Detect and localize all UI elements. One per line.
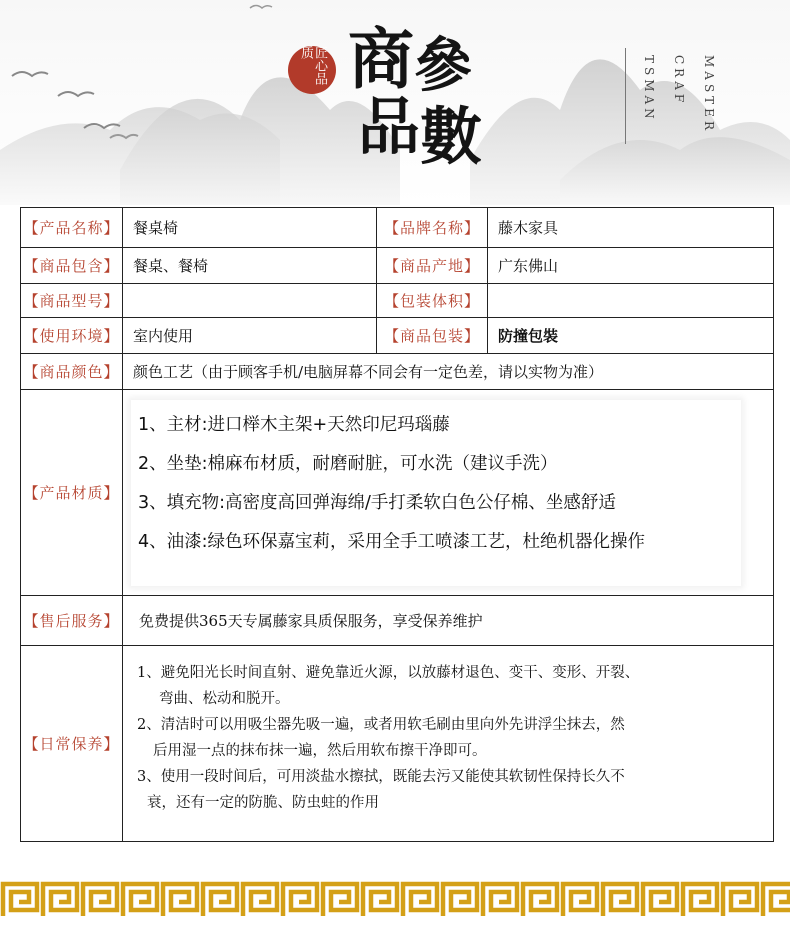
label-after-sales: 【售后服务】 — [21, 596, 123, 646]
label-brand-name: 【品牌名称】 — [377, 208, 488, 248]
materials-list — [131, 400, 741, 586]
table-row — [21, 248, 774, 284]
vertical-english-1: MASTER — [702, 55, 716, 134]
value-after-sales: 免费提供365天专属藤家具质保服务，享受保养维护 — [123, 596, 774, 646]
table-row — [21, 284, 774, 318]
divider-line — [625, 48, 626, 144]
seal-text: 匠心品质 — [298, 46, 327, 85]
label-origin: 【商品产地】 — [377, 248, 488, 284]
care-line: 弯曲、松动和脱开。 — [159, 691, 290, 707]
material-item: 1、主材:进口榉木主架+天然印尼玛瑙藤 — [138, 414, 450, 435]
value-color: 颜色工艺（由于顾客手机/电脑屏幕不同会有一定色差，请以实物为准） — [123, 354, 774, 390]
vertical-english-2: CRAF — [672, 55, 686, 107]
label-materials: 【产品材质】 — [21, 390, 123, 596]
care-line: 1、避免阳光长时间直射、避免靠近火源，以放藤材退色、变干、变形、开裂、 — [137, 665, 640, 681]
label-model: 【商品型号】 — [21, 284, 123, 318]
parameter-table — [20, 207, 774, 842]
material-item: 4、油漆:绿色环保嘉宝莉，采用全手工喷漆工艺，杜绝机器化操作 — [138, 531, 646, 552]
value-brand-name: 藤木家具 — [488, 208, 774, 248]
material-item: 2、坐垫:棉麻布材质，耐磨耐脏，可水洗（建议手洗） — [138, 453, 558, 474]
label-packaging: 【商品包装】 — [377, 318, 488, 354]
table-row — [21, 318, 774, 354]
seal-stamp — [288, 46, 336, 94]
label-package-volume: 【包装体积】 — [377, 284, 488, 318]
title-char-4: 數 — [420, 100, 483, 173]
header-banner — [0, 0, 790, 205]
label-package-contents: 【商品包含】 — [21, 248, 123, 284]
material-item: 3、填充物:高密度高回弹海绵/手打柔软白色公仔棉、坐感舒适 — [138, 492, 616, 513]
value-model — [123, 284, 377, 318]
label-product-name: 【产品名称】 — [21, 208, 123, 248]
value-origin: 广东佛山 — [488, 248, 774, 284]
vertical-english-3: TSMAN — [642, 55, 656, 123]
care-instructions — [123, 646, 774, 842]
value-environment: 室内使用 — [123, 318, 377, 354]
greek-key-border — [0, 880, 790, 920]
value-packaging: 防撞包裝 — [488, 318, 774, 354]
care-line: 3、使用一段时间后，可用淡盐水擦拭，既能去污又能使其软韧性保持长久不 — [137, 769, 625, 785]
value-package-contents: 餐桌、餐椅 — [123, 248, 377, 284]
title-char-1: 商 — [348, 20, 414, 98]
table-row — [21, 646, 774, 842]
table-row — [21, 390, 774, 596]
care-line: 2、清洁时可以用吸尘器先吸一遍，或者用软毛刷由里向外先讲浮尘抹去，然 — [137, 717, 625, 733]
label-environment: 【使用环境】 — [21, 318, 123, 354]
title-char-3: 參 — [414, 31, 473, 99]
table-row — [21, 596, 774, 646]
care-line: 后用湿一点的抹布抹一遍，然后用软布擦干净即可。 — [153, 743, 487, 759]
label-daily-care: 【日常保养】 — [21, 646, 123, 842]
materials-cell — [123, 390, 774, 596]
care-line: 衰，还有一定的防脆、防虫蛀的作用 — [147, 795, 379, 811]
value-package-volume — [488, 284, 774, 318]
table-row — [21, 354, 774, 390]
value-product-name: 餐桌椅 — [123, 208, 377, 248]
label-color: 【商品颜色】 — [21, 354, 123, 390]
table-row — [21, 208, 774, 248]
title-char-2: 品 — [358, 90, 421, 163]
